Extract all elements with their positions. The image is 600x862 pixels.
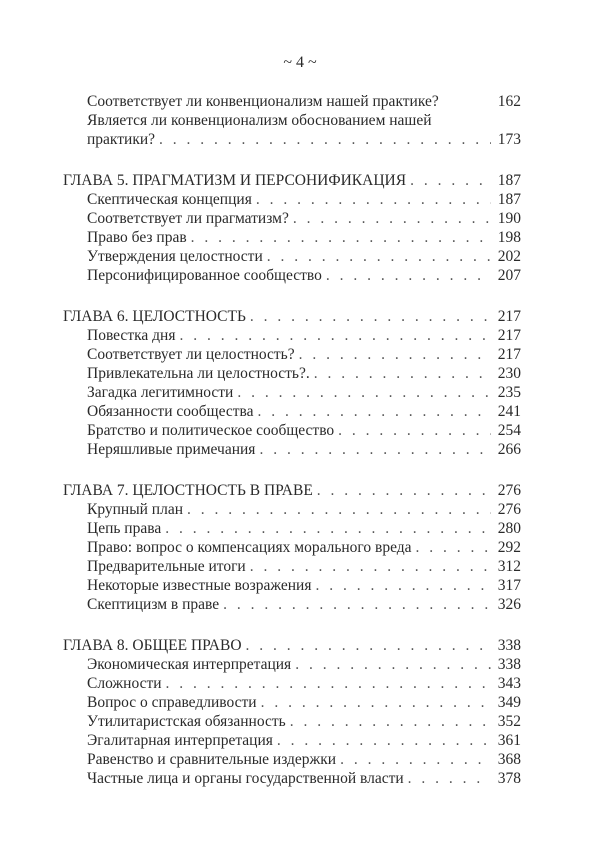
chapter-heading	[63, 636, 521, 655]
toc-entry-page: 162	[497, 93, 521, 110]
toc-entry	[63, 190, 521, 209]
toc-entry-title: Сложности	[87, 675, 162, 692]
toc-entry-page: 230	[497, 365, 521, 382]
toc-entry-page: 254	[497, 422, 521, 439]
dot-leader	[290, 712, 491, 731]
dot-leader	[191, 228, 491, 247]
dot-leader	[315, 576, 491, 595]
toc-entry	[63, 519, 521, 538]
toc-entry	[63, 111, 521, 130]
dot-leader	[237, 383, 491, 402]
dot-leader	[416, 538, 491, 557]
toc-entry	[63, 228, 521, 247]
toc-entry	[63, 538, 521, 557]
toc-entry-title: Частные лица и органы государственной власти	[87, 770, 404, 787]
toc-entry-page: 378	[497, 770, 521, 787]
dot-leader	[159, 130, 491, 149]
toc-entry	[63, 712, 521, 731]
page-number: ~ 4 ~	[283, 54, 317, 71]
toc-entry-page: 235	[497, 384, 521, 401]
toc-entry-page: 187	[497, 172, 521, 189]
dot-leader	[179, 326, 491, 345]
toc-entry	[63, 576, 521, 595]
toc-entry-title: Утилитаристская обязанность	[87, 713, 286, 730]
toc-entry-title: Загадка легитимности	[87, 384, 234, 401]
dot-leader	[165, 519, 491, 538]
toc-entry-title: практики?	[87, 131, 156, 148]
toc-entry-title: Цепь права	[87, 520, 162, 537]
toc-entry-title: Скептицизм в праве	[87, 596, 220, 613]
toc-entry-page: 326	[497, 596, 521, 613]
toc-entry-page: 266	[497, 441, 521, 458]
toc-entry	[63, 500, 521, 519]
toc-entry	[63, 750, 521, 769]
toc-entry-page: 352	[497, 713, 521, 730]
toc-entry-page: 198	[497, 229, 521, 246]
dot-leader	[259, 440, 491, 459]
toc-entry	[63, 92, 521, 111]
toc-entry-title: Неряшливые примечания	[87, 441, 256, 458]
chapter-heading	[63, 171, 521, 190]
chapter-heading	[63, 481, 521, 500]
toc-entry	[63, 326, 521, 345]
toc-entry-title: Является ли конвенционализм обоснованием нашей	[87, 112, 432, 129]
dot-leader	[314, 364, 491, 383]
toc-entry	[63, 402, 521, 421]
toc-entry-title: Эгалитарная интерпретация	[87, 732, 273, 749]
toc-entry-page: 202	[497, 248, 521, 265]
toc-entry-page: 349	[497, 694, 521, 711]
toc-entry	[63, 655, 521, 674]
toc-entry	[63, 440, 521, 459]
toc-entry-page: 217	[497, 327, 521, 344]
toc-entry-page: 368	[497, 751, 521, 768]
dot-leader	[258, 402, 492, 421]
toc-entry	[63, 693, 521, 712]
toc-entry-page: 217	[497, 346, 521, 363]
toc-entry	[63, 595, 521, 614]
dot-leader	[299, 345, 491, 364]
toc-entry-title: Экономическая интерпретация	[87, 656, 292, 673]
toc-entry-title: Вопрос о справедливости	[87, 694, 257, 711]
chapter-heading	[63, 307, 521, 326]
table-of-contents	[63, 92, 521, 788]
toc-entry	[63, 247, 521, 266]
toc-entry-title: Повестка дня	[87, 327, 176, 344]
toc-entry-title: Предварительные итоги	[87, 558, 246, 575]
toc-entry-title: ГЛАВА 8. ОБЩЕЕ ПРАВО	[63, 637, 242, 654]
toc-entry	[63, 266, 521, 285]
toc-entry-page: 241	[497, 403, 521, 420]
dot-leader	[326, 266, 491, 285]
toc-entry-page: 217	[497, 308, 521, 325]
toc-entry-title: ГЛАВА 6. ЦЕЛОСТНОСТЬ	[63, 308, 246, 325]
chapters	[63, 171, 521, 788]
toc-entry-page: 343	[497, 675, 521, 692]
toc-entry-page: 280	[497, 520, 521, 537]
toc-entry	[63, 674, 521, 693]
dot-leader	[250, 557, 491, 576]
toc-entry	[63, 345, 521, 364]
toc-entry	[63, 209, 521, 228]
toc-entry-title: Равенство и сравнительные издержки	[87, 751, 337, 768]
toc-entry-title: Соответствует ли конвенционализм нашей практике?	[87, 93, 439, 110]
dot-leader	[277, 731, 491, 750]
dot-leader	[408, 769, 491, 788]
toc-entry-page: 338	[497, 637, 521, 654]
toc-entry-title: Некоторые известные возражения	[87, 577, 312, 594]
dot-leader	[223, 595, 491, 614]
toc-entry-title: Крупный план	[87, 501, 184, 518]
toc-entry-continued	[63, 130, 521, 149]
toc-entry	[63, 383, 521, 402]
toc-entry-page: 276	[497, 482, 521, 499]
dot-leader	[410, 171, 491, 190]
dot-leader	[340, 750, 491, 769]
dot-leader	[295, 655, 491, 674]
toc-entry	[63, 769, 521, 788]
dot-leader	[256, 190, 491, 209]
toc-entry	[63, 557, 521, 576]
toc-entry-page: 312	[497, 558, 521, 575]
toc-entry-title: Привлекательна ли целостность?.	[87, 365, 310, 382]
dot-leader	[267, 247, 491, 266]
dot-leader	[250, 307, 491, 326]
dot-leader	[246, 636, 491, 655]
toc-entry-title: Соответствует ли целостность?	[87, 346, 295, 363]
dot-leader	[166, 674, 491, 693]
toc-entry-title: Соответствует ли прагматизм?	[87, 210, 289, 227]
toc-entry-title: Обязанности сообщества	[87, 403, 254, 420]
toc-entry-title: Братство и политическое сообщество	[87, 422, 335, 439]
toc-entry-page: 187	[497, 191, 521, 208]
toc-entry-page: 361	[497, 732, 521, 749]
toc-entry-title: Персонифицированное сообщество	[87, 267, 322, 284]
toc-entry-title: ГЛАВА 7. ЦЕЛОСТНОСТЬ В ПРАВЕ	[63, 482, 313, 499]
toc-entry-page: 173	[497, 131, 521, 148]
toc-entry-page: 317	[497, 577, 521, 594]
toc-entry	[63, 421, 521, 440]
dot-leader	[187, 500, 491, 519]
toc-entry-title: Право без прав	[87, 229, 187, 246]
toc-entry-page: 292	[497, 539, 521, 556]
dot-leader	[338, 421, 491, 440]
toc-entry-title: Утверждения целостности	[87, 248, 263, 265]
toc-entry-page: 338	[497, 656, 521, 673]
dot-leader	[261, 693, 491, 712]
dot-leader	[317, 481, 491, 500]
toc-entry	[63, 364, 521, 383]
toc-entry-page: 207	[497, 267, 521, 284]
toc-entry-title: Право: вопрос о компенсациях морального вреда	[87, 539, 412, 556]
toc-entry-page: 276	[497, 501, 521, 518]
dot-leader	[293, 209, 491, 228]
toc-entry-title: Скептическая концепция	[87, 191, 252, 208]
toc-entry	[63, 731, 521, 750]
toc-entry-title: ГЛАВА 5. ПРАГМАТИЗМ И ПЕРСОНИФИКАЦИЯ	[63, 172, 407, 189]
toc-entry-page: 190	[497, 210, 521, 227]
